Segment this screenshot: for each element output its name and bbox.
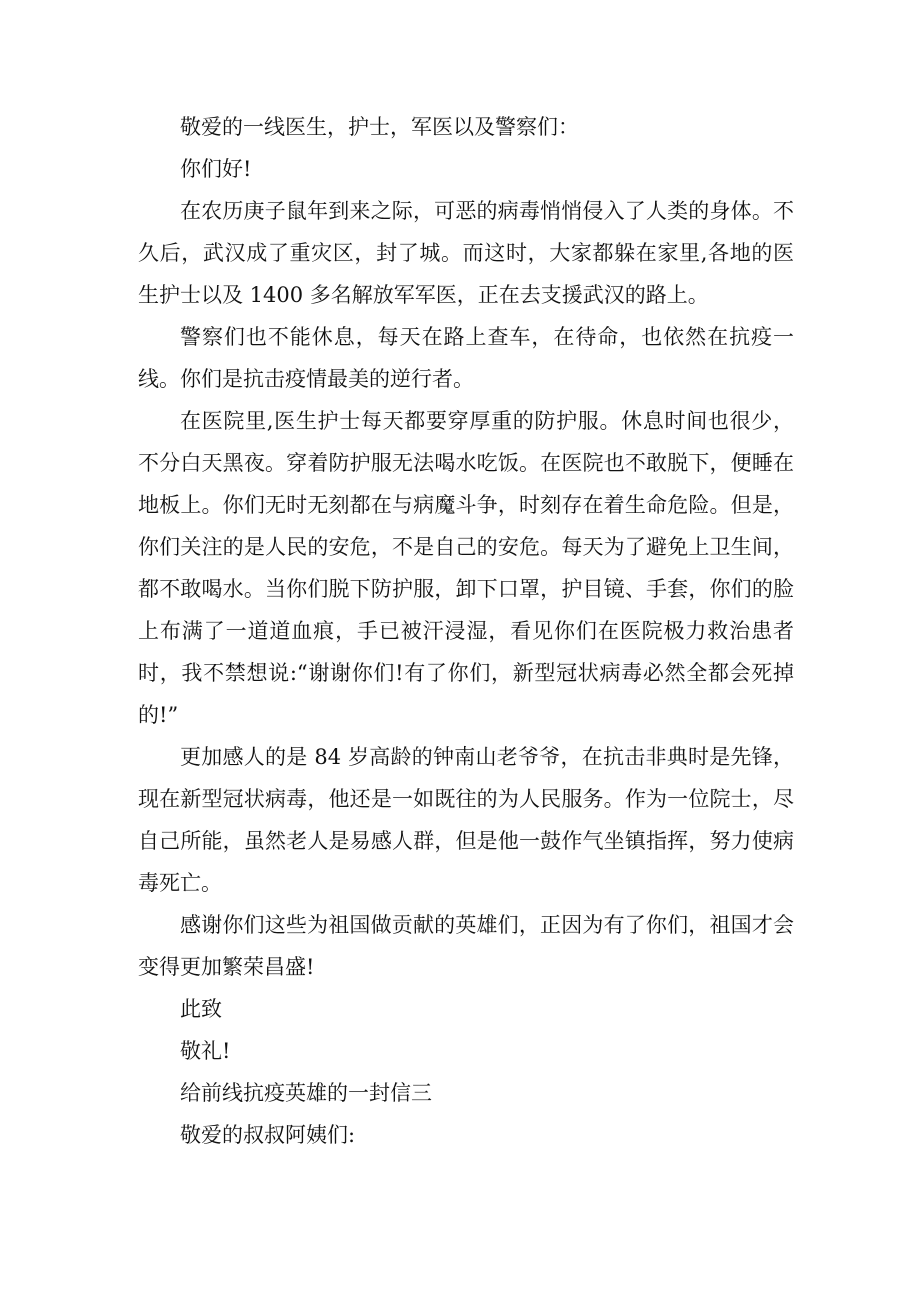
closing-jingli: 敬礼!: [180, 1039, 231, 1063]
letter-body: [138, 106, 794, 1156]
next-letter-salutation: 敬爱的叔叔阿姨们:: [180, 1123, 356, 1147]
next-letter-title: 给前线抗疫英雄的一封信三: [180, 1081, 432, 1105]
greeting: 你们好!: [180, 157, 252, 181]
paragraph-hospital: 在医院里,医生护士每天都要穿厚重的防护服。休息时间也很少，不分白天黑夜。穿着防护服无法喝水吃饭。在医院也不敢脱下，便睡在地板上。你们无时无刻都在与病魔斗争，时刻存在着生命危险。但是，你们关注的是人民的安危，不是自己的安危。每天为了避免上卫生间，都不敢喝水。当你们脱下防护服，卸下口罩，护目镜、手套，你们的脸上布满了一道道血痕，手已被汗浸湿，看见你们在医院极力救治患者时，我不禁想说:“谢谢你们!有了你们，新型冠状病毒必然全都会死掉的!”: [138, 409, 794, 727]
salutation: 敬爱的一线医生，护士，军医以及警察们：: [180, 115, 579, 139]
paragraph-outbreak: 在农历庚子鼠年到来之际，可恶的病毒悄悄侵入了人类的身体。不久后，武汉成了重灾区，封了城。而这时，大家都躲在家里,各地的医生护士以及 1400 多名解放军军医，正在去支援武汉的路上。: [138, 199, 794, 307]
paragraph-thanks: 感谢你们这些为祖国做贡献的英雄们，正因为有了你们，祖国才会变得更加繁荣昌盛!: [138, 913, 794, 979]
paragraph-zhong-nanshan: 更加感人的是 84 岁高龄的钟南山老爷爷，在抗击非典时是先锋，现在新型冠状病毒，他还是一如既往的为人民服务。作为一位院士，尽自己所能，虽然老人是易感人群，但是他一鼓作气坐镇指挥，努力使病毒死亡。: [138, 745, 794, 895]
paragraph-police: 警察们也不能休息，每天在路上查车，在待命，也依然在抗疫一线。你们是抗击疫情最美的逆行者。: [138, 325, 794, 391]
closing-cizhi: 此致: [180, 997, 222, 1021]
